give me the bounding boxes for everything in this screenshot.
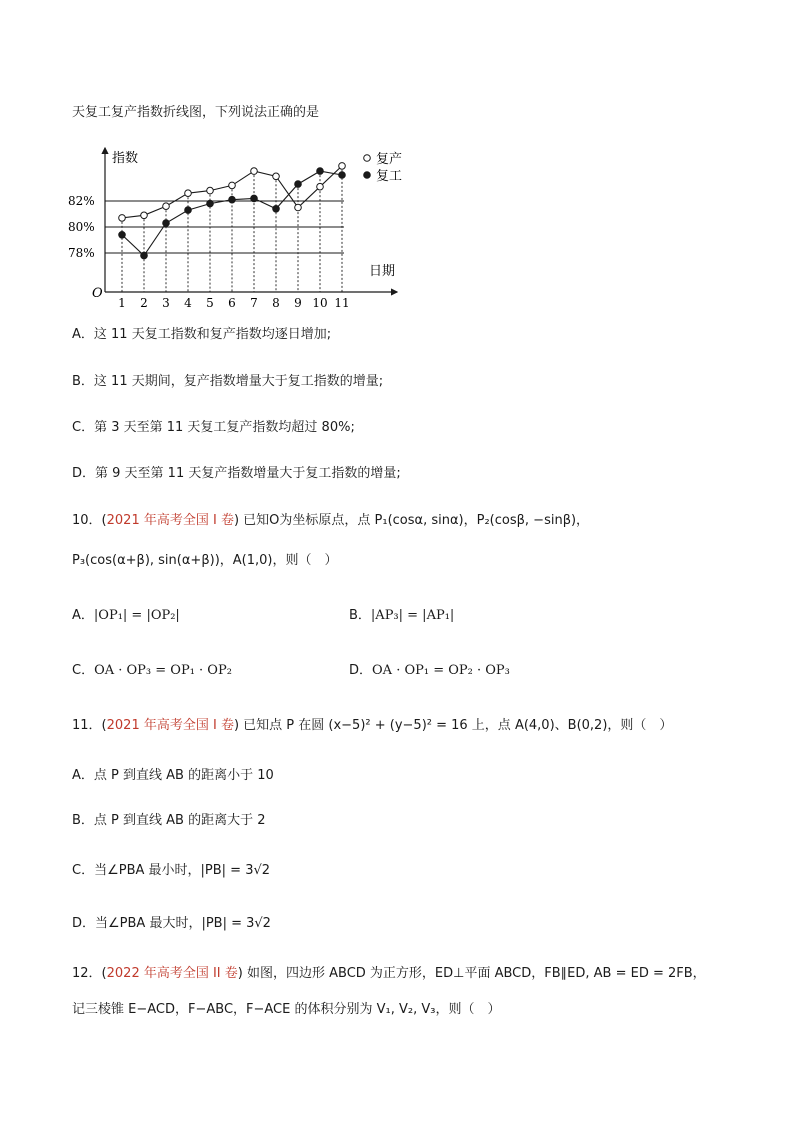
x-tick-label: 6 [228,296,236,310]
q11-option-d: D．当∠PBA 最大时，|PB| = 3√2 [72,916,271,931]
q10-option-a: A．|OP₁| = |OP₂| [72,608,180,623]
data-point-复工 [185,207,192,214]
x-tick-label: 9 [294,296,302,310]
data-point-复产 [317,183,324,190]
x-tick-label: 10 [312,296,328,310]
data-point-复产 [207,187,214,194]
x-tick-labels [118,296,349,310]
data-point-复产 [229,182,236,189]
q9-option-a: A．这 11 天复工指数和复产指数均逐日增加; [72,327,332,342]
q9-option-b: B．这 11 天期间，复产指数增量大于复工指数的增量; [72,374,384,389]
line-chart [68,142,415,310]
y-tick-label: 80% [68,220,95,234]
q10-option-c: C．OA · OP₃ = OP₁ · OP₂ [72,663,232,678]
q11-option-a: A．点 P 到直线 AB 的距离小于 10 [72,768,274,783]
q10-option-d: D．OA · OP₁ = OP₂ · OP₃ [349,663,510,678]
x-tick-label: 7 [250,296,258,310]
x-tick-label: 11 [334,296,350,310]
intro-text: 天复工复产指数折线图，下列说法正确的是 [72,105,320,120]
data-point-复工 [251,195,258,202]
data-point-复产 [163,203,170,210]
legend-marker [364,172,371,179]
data-point-复工 [163,220,170,227]
data-point-复产 [339,163,346,170]
x-tick-label: 1 [118,296,126,310]
chart-grid [105,166,344,292]
x-tick-label: 3 [162,296,170,310]
q11-source: 2021 年高考全国 I 卷 [106,718,234,733]
origin-label: O [92,286,103,301]
data-point-复产 [185,190,192,197]
chart-legend [364,151,402,184]
q10-stem-line1 [72,512,589,530]
q11-option-c: C．当∠PBA 最小时，|PB| = 3√2 [72,863,271,878]
legend-label: 复工 [376,169,403,184]
y-axis-label: 指数 [112,151,139,166]
q9-option-c: C．第 3 天至第 11 天复工复产指数均超过 80%; [72,420,355,435]
q10-stem-line2: P₃(cos(α+β), sin(α+β))，A(1,0)，则（ ） [72,553,338,568]
data-point-复产 [251,168,258,175]
y-tick-label: 82% [68,194,95,208]
data-point-复产 [119,215,126,222]
q10-number: 10．( [72,513,107,528]
q10-source: 2021 年高考全国 I 卷 [106,513,234,528]
data-point-复工 [339,172,346,179]
y-tick-labels [68,194,95,260]
data-point-复工 [207,200,214,207]
q10-stem1: ) 已知O为坐标原点，点 P₁(cosα, sinα)，P₂(cosβ, −sinβ)， [233,513,590,528]
x-tick-label: 8 [272,296,280,310]
q12-stem-line2: 记三棱锥 E−ACD，F−ABC，F−ACE 的体积分别为 V₁, V₂, V₃，则（ ） [72,1002,501,1017]
q11-option-b: B．点 P 到直线 AB 的距离大于 2 [72,813,266,828]
q11-stem: 11．(2021 年高考全国 I 卷) 已知点 P 在圆 (x−5)² + (y−5)² = 16 上，点 A(4,0)、B(0,2)，则（ ） [72,718,673,733]
q12-stem-line1: 12．(2022 年高考全国 II 卷) 如图，四边形 ABCD 为正方形，ED⊥平面 ABCD，FB∥ED, AB = ED = 2FB， [72,966,706,981]
x-tick-label: 2 [140,296,148,310]
data-point-复产 [295,204,302,211]
x-tick-label: 4 [184,296,192,310]
q10-option-b: B．|AP₃| = |AP₁| [349,608,455,623]
data-point-复工 [141,252,148,259]
data-point-复工 [295,181,302,188]
q12-source: 2022 年高考全国 II 卷 [106,966,238,981]
q9-option-d: D．第 9 天至第 11 天复产指数增量大于复工指数的增量; [72,466,401,481]
legend-marker [364,155,371,162]
x-tick-label: 5 [206,296,214,310]
data-point-复工 [273,206,280,213]
x-axis-label: 日期 [369,264,396,279]
y-tick-label: 78% [68,246,95,260]
data-point-复产 [273,173,280,180]
legend-label: 复产 [376,152,403,167]
data-point-复工 [119,232,126,239]
data-point-复产 [141,212,148,219]
data-point-复工 [317,168,324,175]
data-point-复工 [229,196,236,203]
